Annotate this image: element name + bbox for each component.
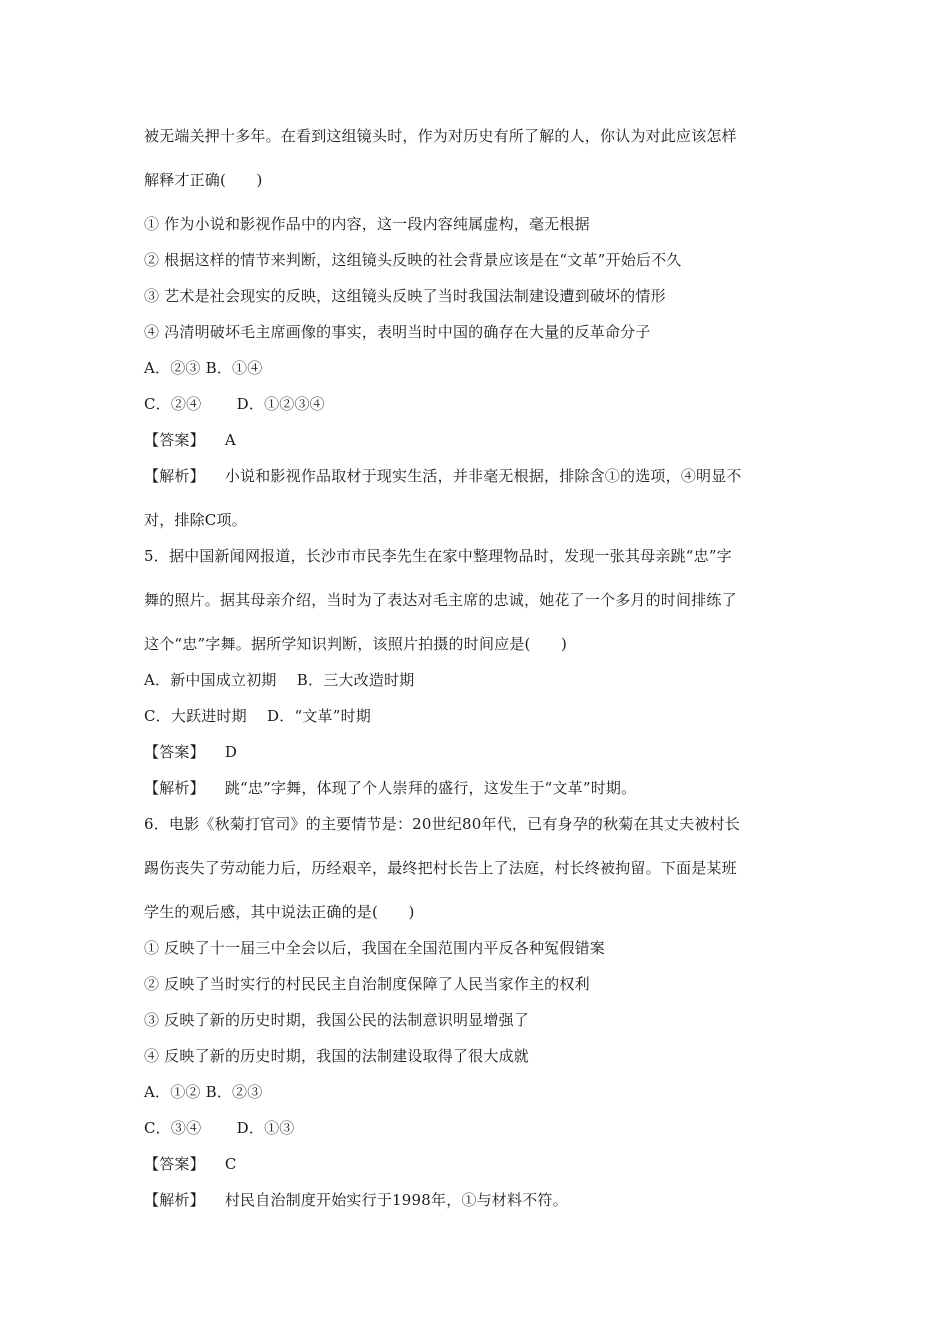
q4-stem-line1: 被无端关押十多年。在看到这组镜头时，作为对历史有所了解的人，你认为对此应该怎样 bbox=[144, 127, 737, 145]
answer-label: 【答案】 bbox=[144, 743, 205, 761]
q6-option-3: ③ 反映了新的历史时期，我国公民的法制意识明显增强了 bbox=[144, 1011, 529, 1029]
analysis-label: 【解析】 bbox=[144, 1191, 205, 1209]
q4-choices-line1: A．②③ B．①④ bbox=[144, 359, 263, 377]
q6-option-1: ① 反映了十一届三中全会以后，我国在全国范围内平反各种冤假错案 bbox=[144, 939, 605, 957]
q6-choices-line1: A．①② B．②③ bbox=[144, 1083, 263, 1101]
q4-analysis-line2: 对，排除C项。 bbox=[144, 511, 247, 529]
analysis-text: 跳“忠”字舞，体现了个人崇拜的盛行，这发生于“文革”时期。 bbox=[224, 779, 637, 797]
q6-analysis-line1 bbox=[144, 1182, 814, 1218]
q5-choices-line1: A．新中国成立初期 B．三大改造时期 bbox=[144, 671, 415, 689]
q6-choices-line2: C．③④ D．①③ bbox=[144, 1119, 295, 1137]
q5-stem-line2: 舞的照片。据其母亲介绍，当时为了表达对毛主席的忠诚，她花了一个多月的时间排练了 bbox=[144, 591, 737, 609]
q4-option-3: ③ 艺术是社会现实的反映，这组镜头反映了当时我国法制建设遭到破坏的情形 bbox=[144, 287, 666, 305]
q4-stem-line2: 解释才正确( ) bbox=[144, 171, 263, 189]
answer-value: C bbox=[224, 1155, 237, 1173]
analysis-label: 【解析】 bbox=[144, 779, 205, 797]
q6-stem-line2: 踢伤丧失了劳动能力后，历经艰辛，最终把村长告上了法庭，村长终被拘留。下面是某班 bbox=[144, 859, 737, 877]
answer-value: D bbox=[224, 743, 238, 761]
q5-stem-line1: 5．据中国新闻网报道，长沙市市民李先生在家中整理物品时，发现一张其母亲跳“忠”字 bbox=[144, 547, 732, 565]
q4-analysis-line1 bbox=[144, 458, 814, 502]
analysis-text: 小说和影视作品取材于现实生活，并非毫无根据，排除含①的选项，④明显不 bbox=[224, 467, 742, 485]
q5-analysis-line1 bbox=[144, 770, 814, 806]
q5-choices-line2: C．大跃进时期 D．“文革”时期 bbox=[144, 707, 372, 725]
q6-answer bbox=[144, 1146, 814, 1182]
q6-option-2: ② 反映了当时实行的村民民主自治制度保障了人民当家作主的权利 bbox=[144, 975, 590, 993]
q5-stem-line3: 这个“忠”字舞。据所学知识判断，该照片拍摄的时间应是( ) bbox=[144, 635, 568, 653]
analysis-label: 【解析】 bbox=[144, 467, 205, 485]
q4-option-1: ① 作为小说和影视作品中的内容，这一段内容纯属虚构，毫无根据 bbox=[144, 215, 590, 233]
q6-option-4: ④ 反映了新的历史时期，我国的法制建设取得了很大成就 bbox=[144, 1047, 529, 1065]
answer-value: A bbox=[224, 431, 236, 449]
analysis-text: 村民自治制度开始实行于1998年，①与材料不符。 bbox=[224, 1191, 568, 1209]
q4-answer bbox=[144, 422, 814, 458]
document-page bbox=[144, 118, 814, 1218]
q6-stem-line1: 6．电影《秋菊打官司》的主要情节是：20世纪80年代，已有身孕的秋菊在其丈夫被村长 bbox=[144, 815, 740, 833]
q4-choices-line2: C．②④ D．①②③④ bbox=[144, 395, 325, 413]
answer-label: 【答案】 bbox=[144, 431, 205, 449]
q5-answer bbox=[144, 734, 814, 770]
q4-option-4: ④ 冯清明破坏毛主席画像的事实，表明当时中国的确存在大量的反革命分子 bbox=[144, 323, 651, 341]
q6-stem-line3: 学生的观后感，其中说法正确的是( ) bbox=[144, 903, 415, 921]
q4-option-2: ② 根据这样的情节来判断，这组镜头反映的社会背景应该是在“文革”开始后不久 bbox=[144, 251, 682, 269]
answer-label: 【答案】 bbox=[144, 1155, 205, 1173]
